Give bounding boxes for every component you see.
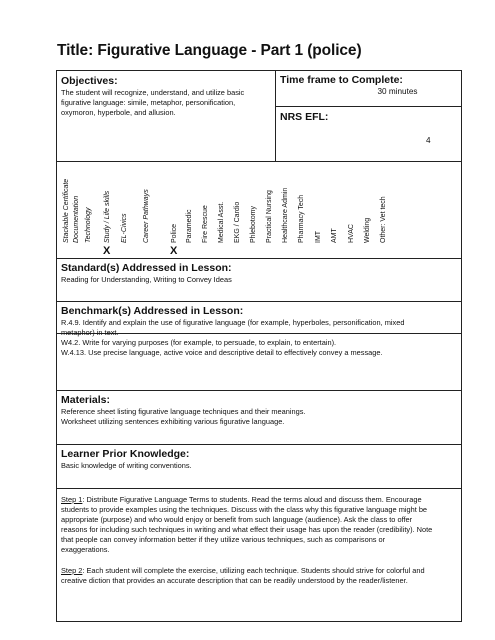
category-label-line: Paramedic	[186, 209, 193, 243]
category-label-line: EL-Civics	[121, 213, 128, 243]
category-label	[216, 153, 228, 243]
category-label-line: Phlebotomy	[250, 206, 257, 243]
category-label-line: Healthcare Admin	[282, 187, 289, 243]
category-label	[83, 153, 95, 243]
time-nrs-cell	[276, 71, 461, 161]
category-label	[280, 153, 292, 243]
category-label	[102, 153, 114, 243]
steps-section	[57, 488, 461, 621]
prior-knowledge-section	[57, 444, 461, 488]
category-label-line: EKG / Cardio	[234, 201, 241, 243]
benchmarks-line: metaphor) in text.	[61, 328, 119, 337]
category-check-mark: X	[103, 245, 111, 257]
category-label	[232, 153, 244, 243]
benchmarks-line: R.4.9. Identify and explain the use of figurative language (for example, hyperboles, personification, mixed	[61, 318, 405, 327]
time-frame-heading: Time frame to Complete:	[280, 74, 403, 86]
category-label	[169, 153, 181, 243]
category-check-mark: X	[170, 245, 178, 257]
page-title: Title: Figurative Language - Part 1 (police)	[57, 42, 362, 59]
step-line: : Distribute Figurative Language Terms to students. Read the terms aloud and discuss them. Encourage	[82, 495, 422, 504]
objectives-line: figurative language: simile, metaphor, personification,	[61, 98, 236, 107]
category-label-line: Technology	[85, 207, 92, 243]
category-label-line: Welding	[364, 217, 371, 243]
objectives-line: oxymoron, hyperbole, and allusion.	[61, 108, 176, 117]
step-line: appropriate (purpose) and who would enjoy or benefit from such language (audience). Ask the class to offer	[61, 515, 413, 524]
materials-line: Worksheet utilizing sentences exhibiting various figurative language.	[61, 417, 285, 426]
materials-heading: Materials:	[61, 394, 111, 406]
category-label	[184, 153, 196, 243]
step-line: creative diction that provides an accurate description that can be readily understood by the reader/listener.	[61, 576, 408, 585]
category-label-line: Pharmacy Tech	[298, 194, 305, 243]
category-label-line: Medical Asst.	[218, 201, 225, 243]
lesson-plan-table	[56, 70, 462, 622]
category-label-line: AMT	[331, 228, 338, 243]
category-label	[346, 153, 358, 243]
category-label	[248, 153, 260, 243]
category-label	[141, 153, 153, 243]
category-label-line: IMT	[315, 230, 322, 243]
prior-knowledge-heading: Learner Prior Knowledge:	[61, 448, 190, 460]
category-checklist	[57, 161, 461, 258]
benchmarks-line: W.4.13. Use precise language, active voice and descriptive detail to effectively convey a message.	[61, 348, 383, 357]
category-label	[329, 153, 341, 243]
step-line: that people can convey information better if they utilize various techniques, such as comparisons or	[61, 535, 386, 544]
step-line: reasons for including such techniques in writing and what effect their usage has upon the reader (credibility). Note	[61, 525, 433, 534]
benchmarks-section	[57, 301, 461, 390]
standards-section	[57, 258, 461, 301]
step-1	[61, 495, 457, 555]
category-label-line: Career Pathways	[143, 189, 150, 243]
standards-heading: Standard(s) Addressed in Lesson:	[61, 262, 232, 274]
materials-section	[57, 390, 461, 444]
objectives-line: The student will recognize, understand, and utilize basic	[61, 88, 245, 97]
category-label-line: Fire Rescue	[202, 205, 209, 243]
category-label	[313, 153, 325, 243]
category-label	[296, 153, 308, 243]
time-frame-cell	[276, 71, 461, 107]
standards-line: Reading for Understanding, Writing to Convey Ideas	[61, 275, 232, 284]
category-label-line: Documentation	[73, 195, 80, 243]
step-2	[61, 566, 457, 586]
step-line: students to provide examples using the techniques. Discuss with the class why this figurative language might be	[61, 505, 428, 514]
step-label: Step 1	[61, 495, 83, 504]
materials-line: Reference sheet listing figurative language techniques and their meanings.	[61, 407, 306, 416]
prior-knowledge-line: Basic knowledge of writing conventions.	[61, 461, 192, 470]
benchmarks-line: W4.2. Write for varying purposes (for example, to persuade, to explain, to entertain).	[61, 338, 337, 347]
time-frame-value: 30 minutes	[377, 87, 418, 96]
step-label: Step 2	[61, 566, 83, 575]
category-label	[200, 153, 212, 243]
step-line: : Each student will complete the exercise, utilizing each technique. Students should strive for colorful and	[82, 566, 425, 575]
category-label-line: Stackable Certificate	[63, 178, 70, 243]
benchmarks-heading: Benchmark(s) Addressed in Lesson:	[61, 305, 244, 317]
category-label	[119, 153, 131, 243]
objectives-heading: Objectives:	[61, 75, 118, 87]
nrs-efl-heading: NRS EFL:	[280, 111, 329, 123]
nrs-efl-value: 4	[426, 136, 431, 145]
step-line: exaggerations.	[61, 545, 110, 554]
category-label	[61, 153, 80, 243]
category-label-line: Practical Nursing	[266, 190, 273, 243]
category-label-line: HVAC	[348, 224, 355, 243]
category-label	[378, 153, 390, 243]
category-label-line: Other: Vet tech	[380, 196, 387, 243]
objectives-cell	[57, 71, 276, 161]
category-label	[362, 153, 374, 243]
category-label-line: Police	[171, 223, 178, 243]
category-label	[264, 153, 276, 243]
category-label-line: Study / Life skills	[104, 190, 111, 243]
